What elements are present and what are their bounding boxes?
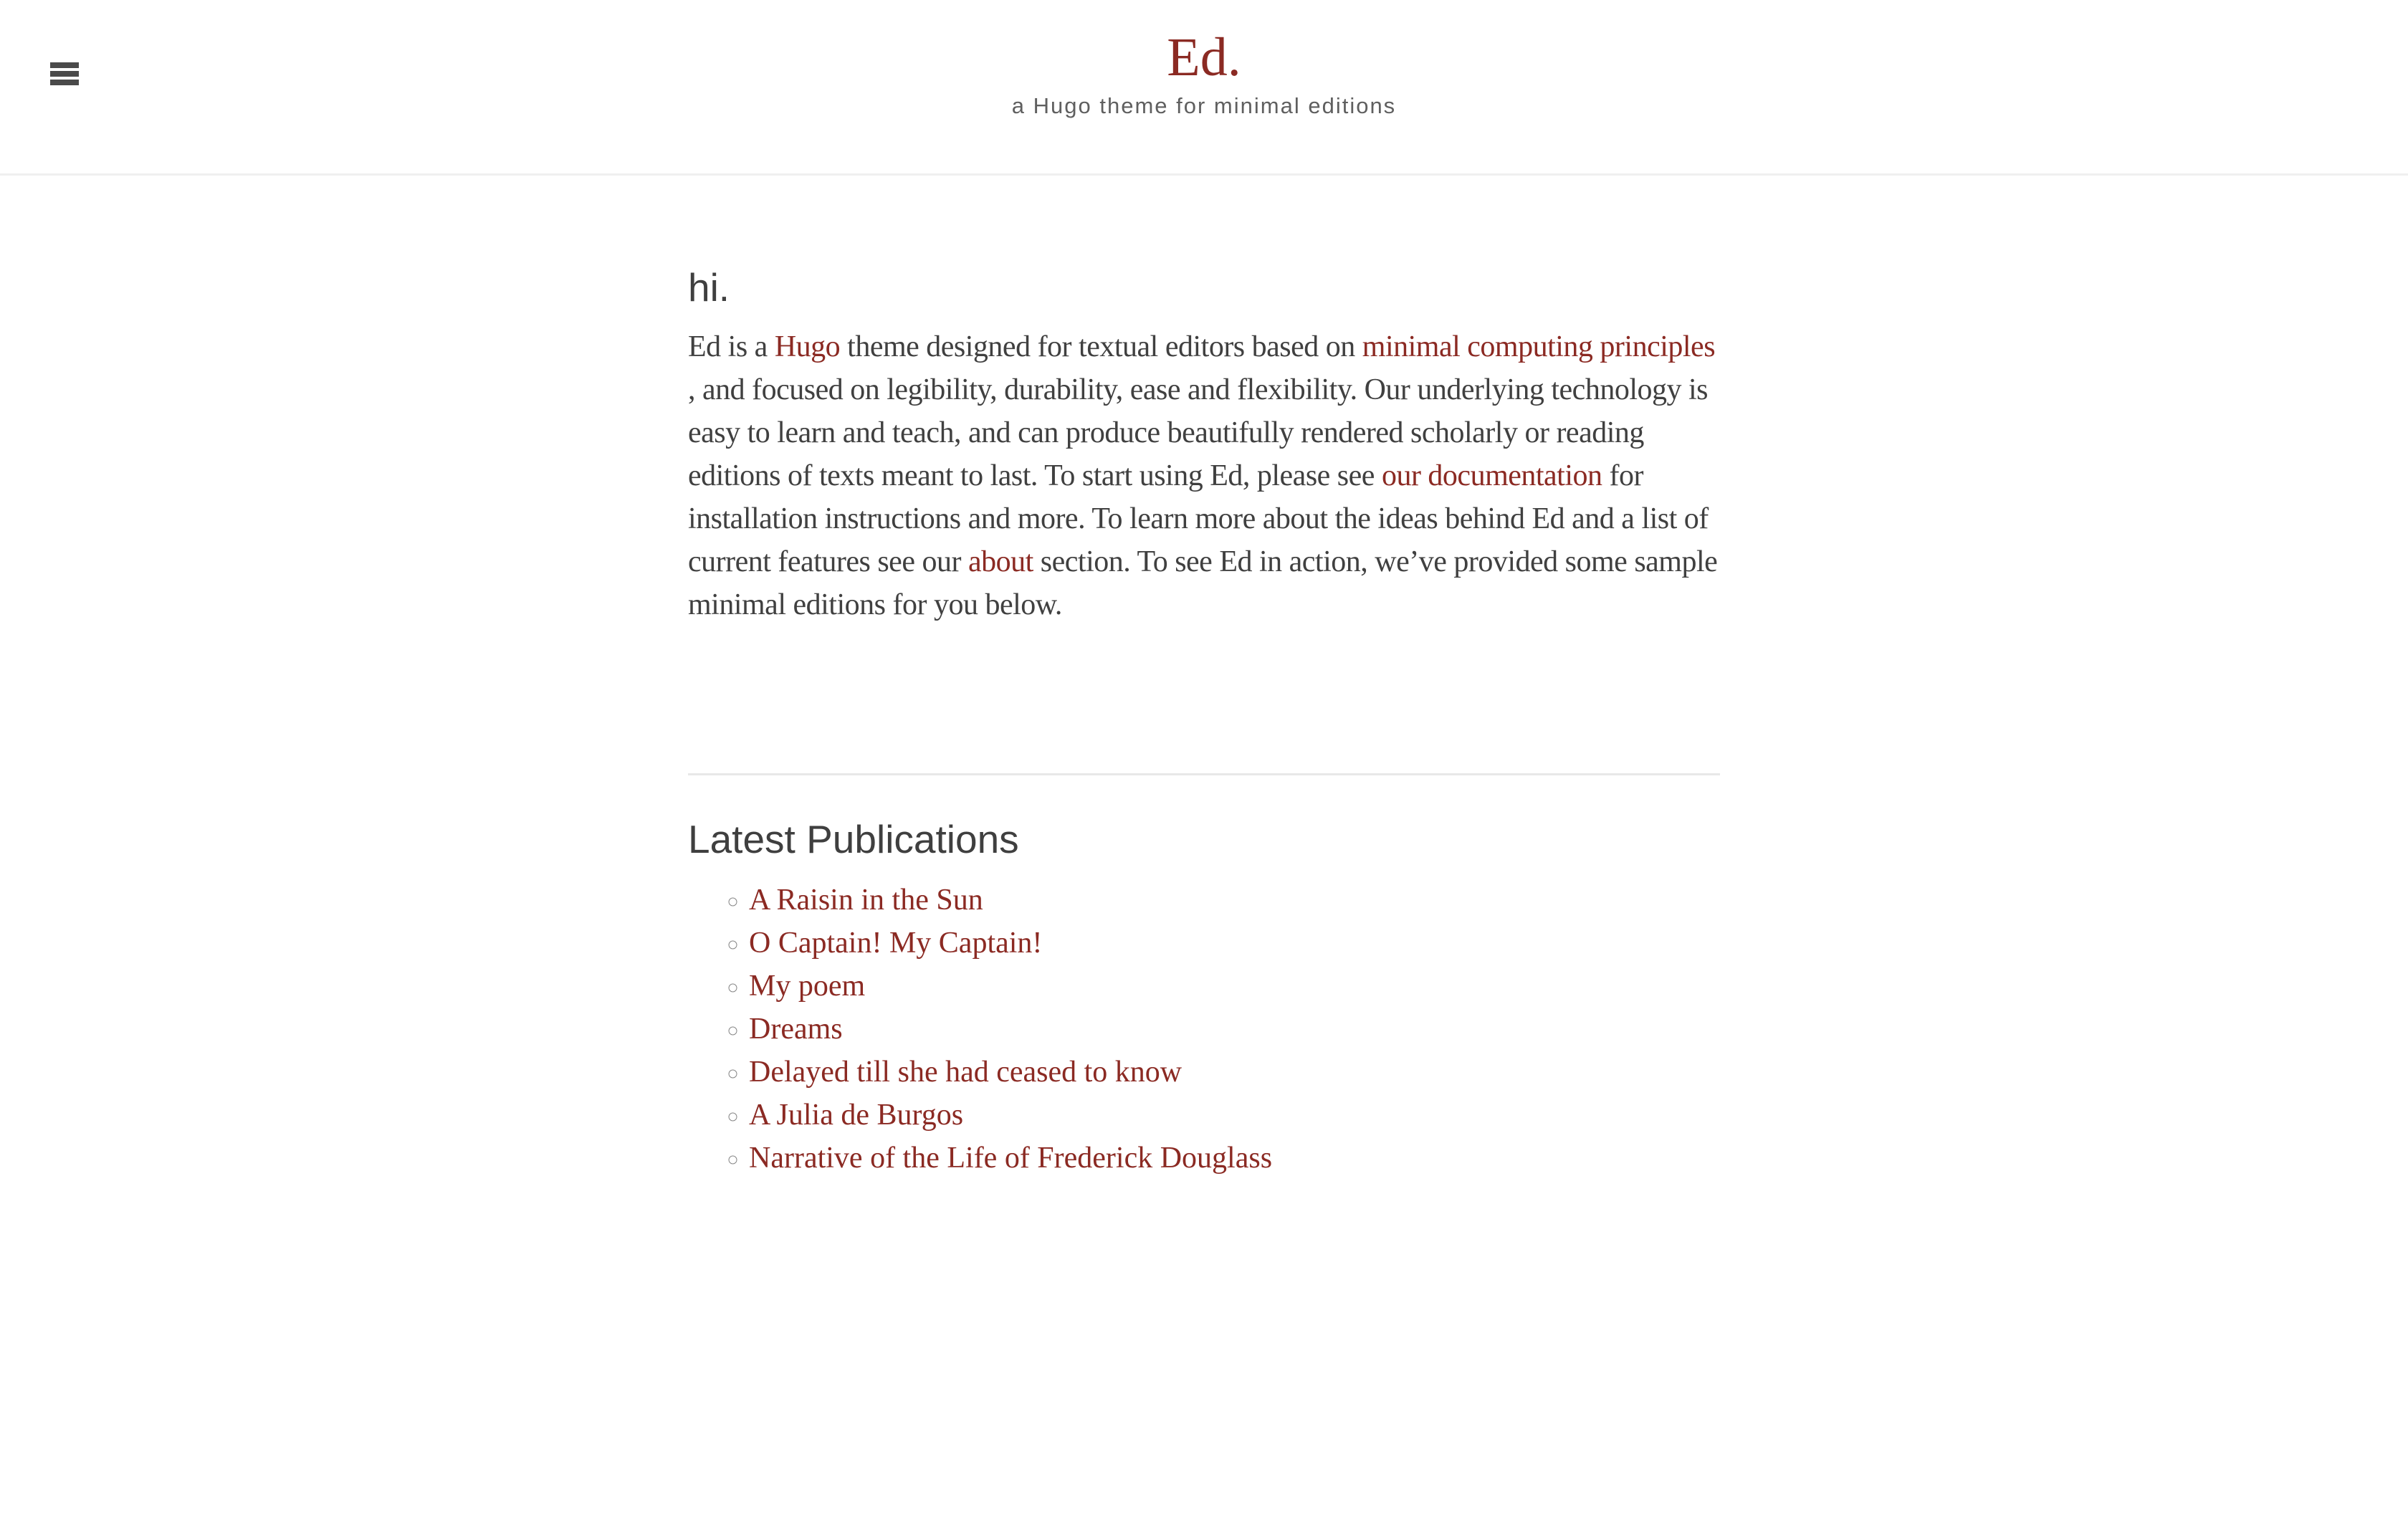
site-subtitle: a Hugo theme for minimal editions: [1011, 93, 1397, 119]
list-item: [749, 965, 1720, 1008]
site-header: [0, 25, 2408, 176]
list-item: [749, 1137, 1720, 1180]
hugo-link[interactable]: Hugo: [774, 330, 841, 363]
publication-link-my-poem[interactable]: My poem: [749, 970, 866, 1003]
about-link[interactable]: about: [968, 545, 1033, 578]
main-content: [688, 176, 1720, 1180]
site-title-link[interactable]: Ed.: [1167, 27, 1241, 87]
intro-text: for installation instructions and more. To learn more about the ideas behind Ed and a list of current features see our: [688, 459, 1709, 578]
hamburger-bar: [50, 80, 79, 85]
publications-list: [688, 879, 1720, 1180]
list-item: [749, 1094, 1720, 1137]
intro-text: Ed is a: [688, 330, 775, 363]
hamburger-bar: [50, 71, 79, 77]
page-title: hi.: [688, 265, 730, 310]
publication-link-narrative-of-the-life-of-frederick-douglass[interactable]: Narrative of the Life of Frederick Douglass: [749, 1142, 1273, 1175]
intro-text: section. To see Ed in action, we’ve provided some sample minimal editions for you below.: [688, 545, 1718, 621]
list-item: [749, 1008, 1720, 1051]
publication-link-o-captain-my-captain[interactable]: O Captain! My Captain!: [749, 927, 1043, 960]
minimal-computing-principles-link[interactable]: minimal computing principles: [1362, 330, 1716, 363]
intro-text: , and focused on legibility, durability, ease and flexibility. Our underlying technology is easy to learn and teach, and can produce beautifully rendered scholarly or reading editions of texts meant to last. To start using Ed, please see: [688, 373, 1709, 492]
publication-link-dreams[interactable]: Dreams: [749, 1013, 843, 1046]
hamburger-menu-icon[interactable]: [50, 62, 79, 85]
list-item: [749, 879, 1720, 922]
latest-publications-heading: Latest Publications: [688, 817, 1019, 861]
documentation-link[interactable]: our documentation: [1381, 459, 1602, 492]
list-item: [749, 922, 1720, 965]
intro-paragraph: [688, 325, 1720, 626]
publication-link-a-raisin-in-the-sun[interactable]: A Raisin in the Sun: [749, 884, 983, 917]
publication-link-a-julia-de-burgos[interactable]: A Julia de Burgos: [749, 1099, 964, 1132]
list-item: [749, 1051, 1720, 1094]
section-divider: [688, 773, 1720, 775]
hamburger-bar: [50, 62, 79, 68]
intro-text: theme designed for textual editors based on: [840, 330, 1362, 363]
publication-link-delayed-till-she-had-ceased-to-know[interactable]: Delayed till she had ceased to know: [749, 1056, 1182, 1089]
